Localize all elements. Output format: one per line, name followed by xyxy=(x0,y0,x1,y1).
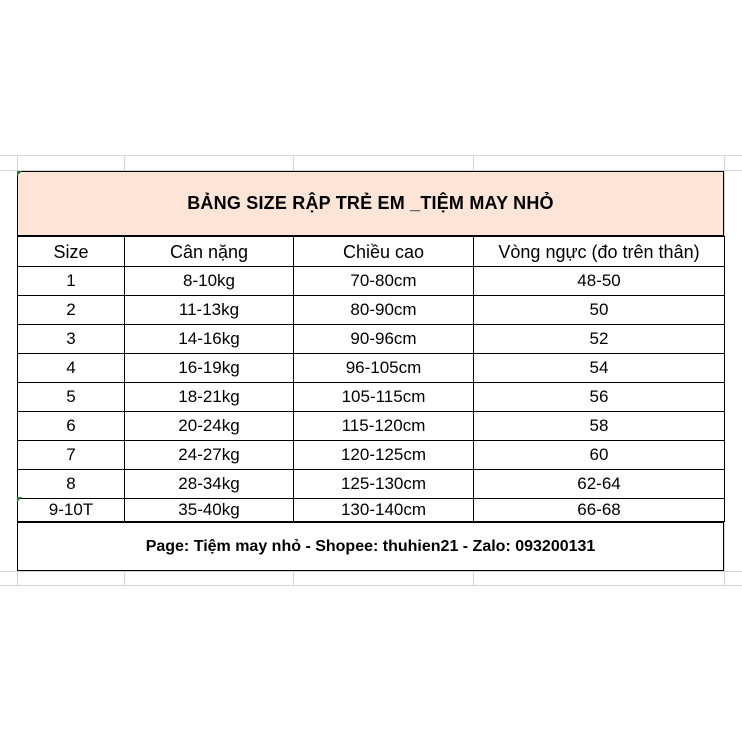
column-header-size[interactable]: Size xyxy=(18,237,125,267)
cell-size[interactable]: 9-10T xyxy=(18,499,125,522)
cell-weight[interactable]: 24-27kg xyxy=(125,441,294,470)
cell-chest[interactable]: 60 xyxy=(474,441,725,470)
column-header-chest[interactable]: Vòng ngực (đo trên thân) xyxy=(474,237,725,267)
cell-size[interactable]: 7 xyxy=(18,441,125,470)
cell-marker-icon xyxy=(17,171,22,176)
table-row xyxy=(18,354,725,383)
cell-chest[interactable]: 56 xyxy=(474,383,725,412)
contact-footer[interactable]: Page: Tiệm may nhỏ - Shopee: thuhien21 - Zalo: 093200131 xyxy=(17,522,724,571)
column-header-weight[interactable]: Cân nặng xyxy=(125,237,294,267)
cell-size[interactable]: 8 xyxy=(18,470,125,499)
cell-height[interactable]: 130-140cm xyxy=(294,499,474,522)
table-row xyxy=(18,296,725,325)
cell-chest[interactable]: 54 xyxy=(474,354,725,383)
table-row xyxy=(18,441,725,470)
cell-size[interactable]: 4 xyxy=(18,354,125,383)
table-title[interactable]: BẢNG SIZE RẬP TRẺ EM _TIỆM MAY NHỎ xyxy=(17,171,724,236)
cell-weight[interactable]: 28-34kg xyxy=(125,470,294,499)
table-row xyxy=(18,499,725,522)
cell-height[interactable]: 80-90cm xyxy=(294,296,474,325)
table-row xyxy=(18,383,725,412)
cell-chest[interactable]: 52 xyxy=(474,325,725,354)
gridline xyxy=(0,155,742,156)
cell-weight[interactable]: 20-24kg xyxy=(125,412,294,441)
cell-marker-icon xyxy=(17,497,22,502)
cell-height[interactable]: 90-96cm xyxy=(294,325,474,354)
cell-weight[interactable]: 11-13kg xyxy=(125,296,294,325)
cell-chest[interactable]: 48-50 xyxy=(474,267,725,296)
cell-chest[interactable]: 50 xyxy=(474,296,725,325)
cell-weight[interactable]: 8-10kg xyxy=(125,267,294,296)
cell-weight[interactable]: 16-19kg xyxy=(125,354,294,383)
cell-height[interactable]: 120-125cm xyxy=(294,441,474,470)
cell-chest[interactable]: 66-68 xyxy=(474,499,725,522)
cell-size[interactable]: 3 xyxy=(18,325,125,354)
gridline xyxy=(0,585,742,586)
cell-weight[interactable]: 18-21kg xyxy=(125,383,294,412)
cell-height[interactable]: 105-115cm xyxy=(294,383,474,412)
cell-weight[interactable]: 14-16kg xyxy=(125,325,294,354)
table-row xyxy=(18,470,725,499)
cell-height[interactable]: 96-105cm xyxy=(294,354,474,383)
table-row xyxy=(18,267,725,296)
header-row xyxy=(18,237,725,267)
cell-chest[interactable]: 62-64 xyxy=(474,470,725,499)
cell-size[interactable]: 1 xyxy=(18,267,125,296)
cell-height[interactable]: 125-130cm xyxy=(294,470,474,499)
table-row xyxy=(18,412,725,441)
column-header-height[interactable]: Chiều cao xyxy=(294,237,474,267)
cell-size[interactable]: 2 xyxy=(18,296,125,325)
table-row xyxy=(18,325,725,354)
gridline xyxy=(0,571,742,572)
cell-height[interactable]: 115-120cm xyxy=(294,412,474,441)
size-table xyxy=(17,236,725,522)
cell-chest[interactable]: 58 xyxy=(474,412,725,441)
cell-weight[interactable]: 35-40kg xyxy=(125,499,294,522)
cell-size[interactable]: 6 xyxy=(18,412,125,441)
cell-size[interactable]: 5 xyxy=(18,383,125,412)
cell-height[interactable]: 70-80cm xyxy=(294,267,474,296)
